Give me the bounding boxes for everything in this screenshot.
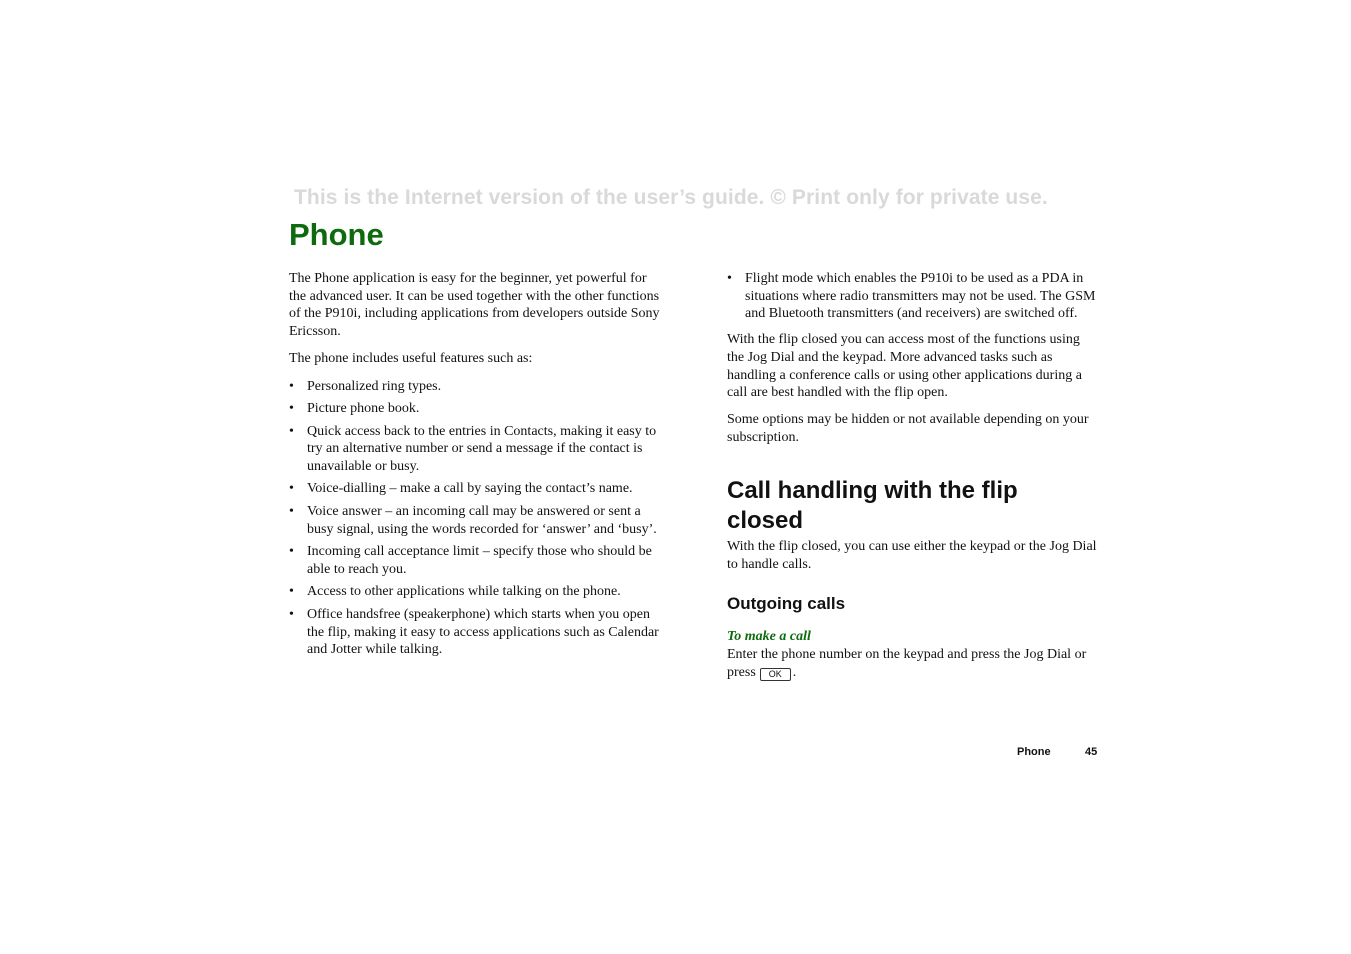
bullet-icon: •: [289, 401, 294, 417]
list-item-text: Voice-dialling – make a call by saying the contact’s name.: [307, 481, 633, 497]
list-item: [289, 480, 661, 498]
bullet-icon: •: [289, 584, 294, 600]
list-item: [289, 503, 661, 538]
list-item-text: Flight mode which enables the P910i to be used as a PDA in situations where radio transmitters may not be used. The GSM and Bluetooth transmitters (and receivers) are switched off.: [745, 271, 1096, 322]
list-item-text: Personalized ring types.: [307, 378, 442, 394]
procedure-title: To make a call: [727, 629, 811, 645]
flip-closed-paragraph: With the flip closed you can access most of the functions using the Jog Dial and the keypad. More advanced tasks such as handling a conference calls or using other applications during a call are best handled with the flip open.: [727, 332, 1082, 401]
procedure-text: Enter the phone number on the keypad and press the Jog Dial or press: [727, 646, 1087, 680]
bullet-icon: •: [289, 606, 294, 622]
list-item: [727, 270, 1099, 323]
list-item: [289, 423, 661, 476]
options-paragraph: Some options may be hidden or not available depending on your subscription.: [727, 412, 1089, 446]
page-title: Phone: [289, 217, 384, 252]
footer-section-name: Phone: [1017, 746, 1051, 758]
bullet-icon: •: [727, 271, 732, 286]
list-item-text: Voice answer – an incoming call may be answered or sent a busy signal, using the words recorded for ‘answer’ and ‘busy’.: [307, 503, 657, 537]
list-item: [289, 400, 661, 418]
sub-heading: Outgoing calls: [727, 594, 846, 614]
watermark-notice: This is the Internet version of the user’s guide. © Print only for private use.: [294, 186, 1048, 209]
features-intro: The phone includes useful features such as:: [289, 351, 533, 367]
bullet-icon: •: [289, 503, 294, 519]
list-item-text: Incoming call acceptance limit – specify those who should be able to reach you.: [307, 544, 652, 577]
list-item-text: Office handsfree (speakerphone) which starts when you open the flip, making it easy to access applications such as Calendar and Jotter while talking.: [307, 606, 659, 658]
left-column: [289, 270, 661, 664]
bullet-icon: •: [289, 544, 294, 560]
list-item-text: Quick access back to the entries in Contacts, making it easy to try an alternative number or send a message if the contact is unavailable or busy.: [307, 423, 657, 474]
intro-paragraph: The Phone application is easy for the beginner, yet powerful for the advanced user. It can be used together with the other functions of the P910i, including applications from developers outside Sony Ericsson.: [289, 271, 660, 340]
page-number: 45: [1085, 746, 1098, 758]
right-column: [727, 270, 1099, 691]
list-item: [289, 378, 661, 396]
bullet-icon: •: [289, 378, 294, 394]
list-item: [289, 543, 661, 578]
list-item-text: Picture phone book.: [307, 401, 420, 417]
procedure-end: .: [792, 664, 797, 680]
list-item-text: Access to other applications while talking on the phone.: [307, 584, 621, 600]
ok-key-icon: OK: [760, 668, 791, 681]
section-intro: With the flip closed, you can use either the keypad or the Jog Dial to handle calls.: [727, 538, 1097, 572]
section-heading: Call handling with the flip closed: [727, 476, 1018, 534]
procedure-step: [727, 646, 1099, 681]
list-item: [289, 606, 661, 659]
bullet-icon: •: [289, 481, 294, 497]
features-list: [289, 378, 661, 659]
features-list-continued: [727, 270, 1099, 323]
list-item: [289, 583, 661, 601]
bullet-icon: •: [289, 423, 294, 439]
